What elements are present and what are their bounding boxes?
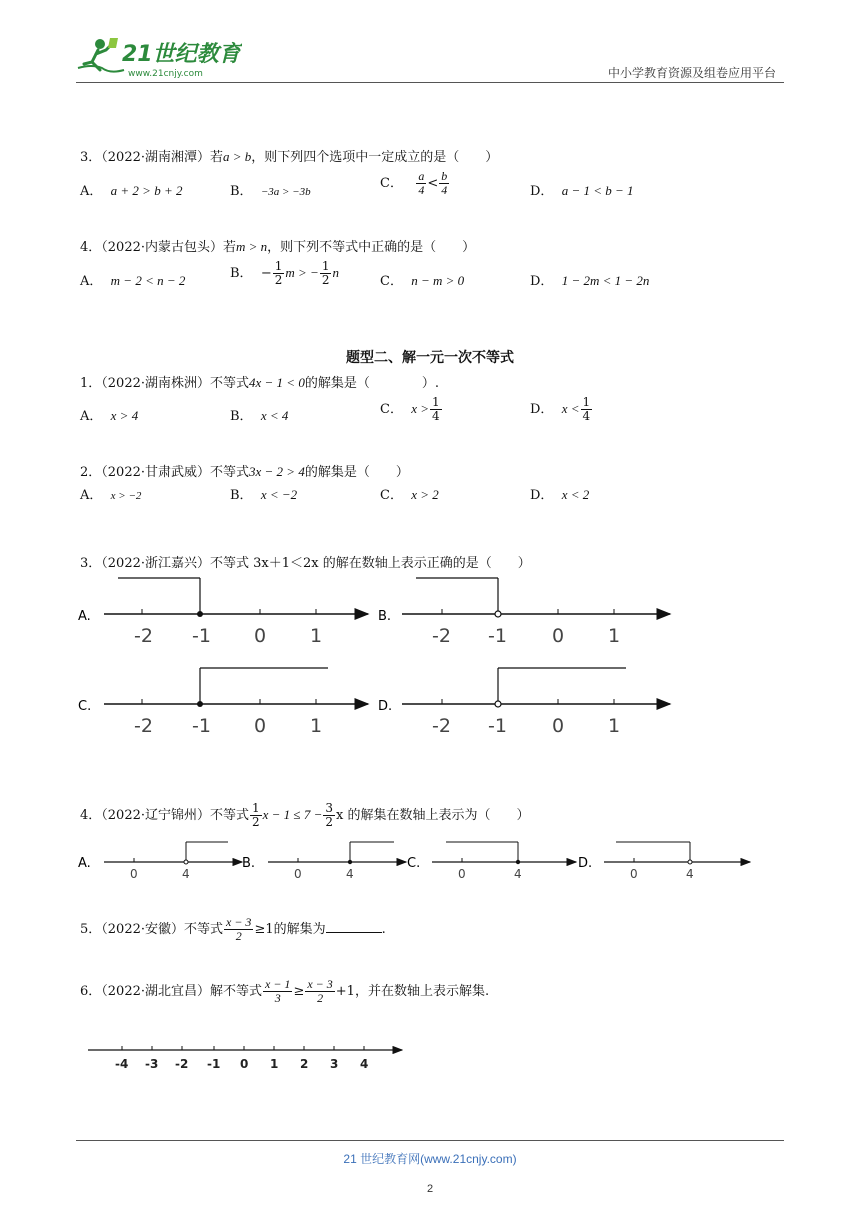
header-platform-name: 中小学教育资源及组卷应用平台	[607, 66, 776, 80]
svg-text:-2: -2	[134, 715, 153, 737]
number-line-options-q4	[76, 834, 756, 886]
section-title: 题型二、解一元一次不等式	[346, 350, 514, 366]
option-a-number-line[interactable]	[78, 842, 242, 881]
svg-text:D.: D.	[578, 856, 593, 871]
question-s2-q6: 6．（2022·湖北宜昌）解不等式 $\frac{x - 1}{3}$ ≥ $\frac{x - 3}{2}$ +1，并在数轴上表示解集.	[80, 977, 490, 1006]
question-s2-q1: 1．（2022·湖南株洲）不等式4x − 1 < 0的解集是（ ）.	[80, 375, 439, 391]
svg-text:0: 0	[630, 867, 638, 881]
svg-text:-2: -2	[432, 625, 451, 647]
option-d[interactable]: D． a − 1 < b − 1	[530, 183, 634, 199]
svg-text:C.: C.	[407, 856, 421, 871]
svg-text:0: 0	[130, 867, 138, 881]
svg-text:B.: B.	[242, 856, 256, 871]
svg-text:-1: -1	[192, 715, 211, 737]
option-b[interactable]: B． −3a > −3b	[230, 184, 311, 199]
answer-blank[interactable]	[326, 932, 382, 933]
option-d[interactable]: D． x < $\frac{1}{4}$	[530, 395, 591, 424]
svg-text:0: 0	[552, 625, 565, 647]
svg-text:-1: -1	[207, 1057, 221, 1071]
option-a[interactable]: A． m − 2 < n − 2	[80, 273, 186, 289]
option-a-number-line[interactable]	[78, 578, 368, 647]
svg-text:A.: A.	[78, 856, 91, 871]
svg-text:4: 4	[346, 867, 354, 881]
svg-text:4: 4	[360, 1057, 369, 1071]
question-s1-q3: 3．（2022·湖南湘潭）若a > b，则下列四个选项中一定成立的是（ ）	[80, 149, 499, 165]
footer-site-link[interactable]: 21 世纪教育网(www.21cnjy.com)	[343, 1152, 517, 1166]
svg-text:1: 1	[270, 1057, 279, 1071]
option-d[interactable]: D． x < 2	[530, 487, 590, 503]
svg-text:2: 2	[300, 1057, 309, 1071]
option-c-number-line[interactable]	[407, 842, 576, 881]
option-c-number-line[interactable]	[78, 668, 368, 737]
svg-text:0: 0	[552, 715, 565, 737]
svg-text:-2: -2	[175, 1057, 189, 1071]
number-line-options-q3	[76, 572, 696, 742]
svg-text:4: 4	[686, 867, 694, 881]
svg-text:0: 0	[254, 715, 267, 737]
svg-text:-2: -2	[134, 625, 153, 647]
option-c[interactable]: C． x > $\frac{1}{4}$	[380, 395, 440, 424]
option-b-number-line[interactable]	[242, 842, 406, 881]
option-c[interactable]: C． n − m > 0	[380, 273, 465, 289]
option-c[interactable]: C． $\frac{a}{4}$ < $\frac{b}{4}$	[380, 169, 448, 198]
svg-text:-1: -1	[488, 715, 507, 737]
option-d[interactable]: D． 1 − 2m < 1 − 2n	[530, 273, 650, 289]
svg-text:0: 0	[254, 625, 267, 647]
svg-text:B.: B.	[378, 609, 392, 624]
svg-text:D.: D.	[378, 699, 393, 714]
question-s2-q3: 3．（2022·浙江嘉兴）不等式 3x＋1＜2x 的解在数轴上表示正确的是（ ）	[80, 556, 531, 571]
svg-text:0: 0	[240, 1057, 249, 1071]
svg-text:1: 1	[608, 625, 621, 647]
svg-text:1: 1	[608, 715, 621, 737]
svg-text:4: 4	[182, 867, 190, 881]
logo	[72, 34, 242, 82]
logo-text: 21世纪教育	[122, 42, 241, 67]
number-line-q6[interactable]	[86, 1040, 416, 1074]
svg-text:-1: -1	[488, 625, 507, 647]
question-s2-q4: 4．（2022·辽宁锦州）不等式 $\frac{1}{2}$ x − 1 ≤ 7 − $\frac{3}{2}$ x 的解集在数轴上表示为（ ）	[80, 801, 530, 830]
question-s1-q4: 4．（2022·内蒙古包头）若m > n，则下列不等式中正确的是（ ）	[80, 239, 476, 255]
header-divider	[76, 82, 784, 83]
option-b-number-line[interactable]	[378, 578, 670, 647]
question-s2-q2: 2．（2022·甘肃武威）不等式3x − 2 > 4的解集是（ ）	[80, 464, 409, 480]
footer-divider	[76, 1140, 784, 1141]
logo-url: www.21cnjy.com	[128, 69, 203, 79]
svg-text:-2: -2	[432, 715, 451, 737]
option-d-number-line[interactable]	[378, 668, 670, 737]
svg-text:C.: C.	[78, 699, 92, 714]
page-number: 2	[426, 1183, 434, 1195]
option-a[interactable]: A． a + 2 > b + 2	[80, 183, 183, 199]
svg-text:A.: A.	[78, 609, 91, 624]
option-c[interactable]: C． x > 2	[380, 487, 439, 503]
svg-text:3: 3	[330, 1057, 339, 1071]
option-b[interactable]: B． x < 4	[230, 408, 289, 424]
question-s2-q5: 5．（2022·安徽）不等式 $\frac{x - 3}{2}$ ≥1的解集为 .	[80, 915, 386, 944]
svg-text:4: 4	[514, 867, 522, 881]
svg-text:-3: -3	[145, 1057, 159, 1071]
svg-text:1: 1	[310, 625, 323, 647]
option-b[interactable]: B． − $\frac{1}{2}$ m > − $\frac{1}{2}$ n	[230, 259, 339, 288]
option-d-number-line[interactable]	[578, 842, 750, 881]
logo-runner-icon	[72, 34, 242, 82]
svg-text:-1: -1	[192, 625, 211, 647]
option-a[interactable]: A． x > −2	[80, 488, 142, 503]
option-a[interactable]: A． x > 4	[80, 408, 139, 424]
svg-text:-4: -4	[115, 1057, 129, 1071]
svg-text:0: 0	[458, 867, 466, 881]
option-b[interactable]: B． x < −2	[230, 487, 298, 503]
svg-text:0: 0	[294, 867, 302, 881]
svg-text:1: 1	[310, 715, 323, 737]
